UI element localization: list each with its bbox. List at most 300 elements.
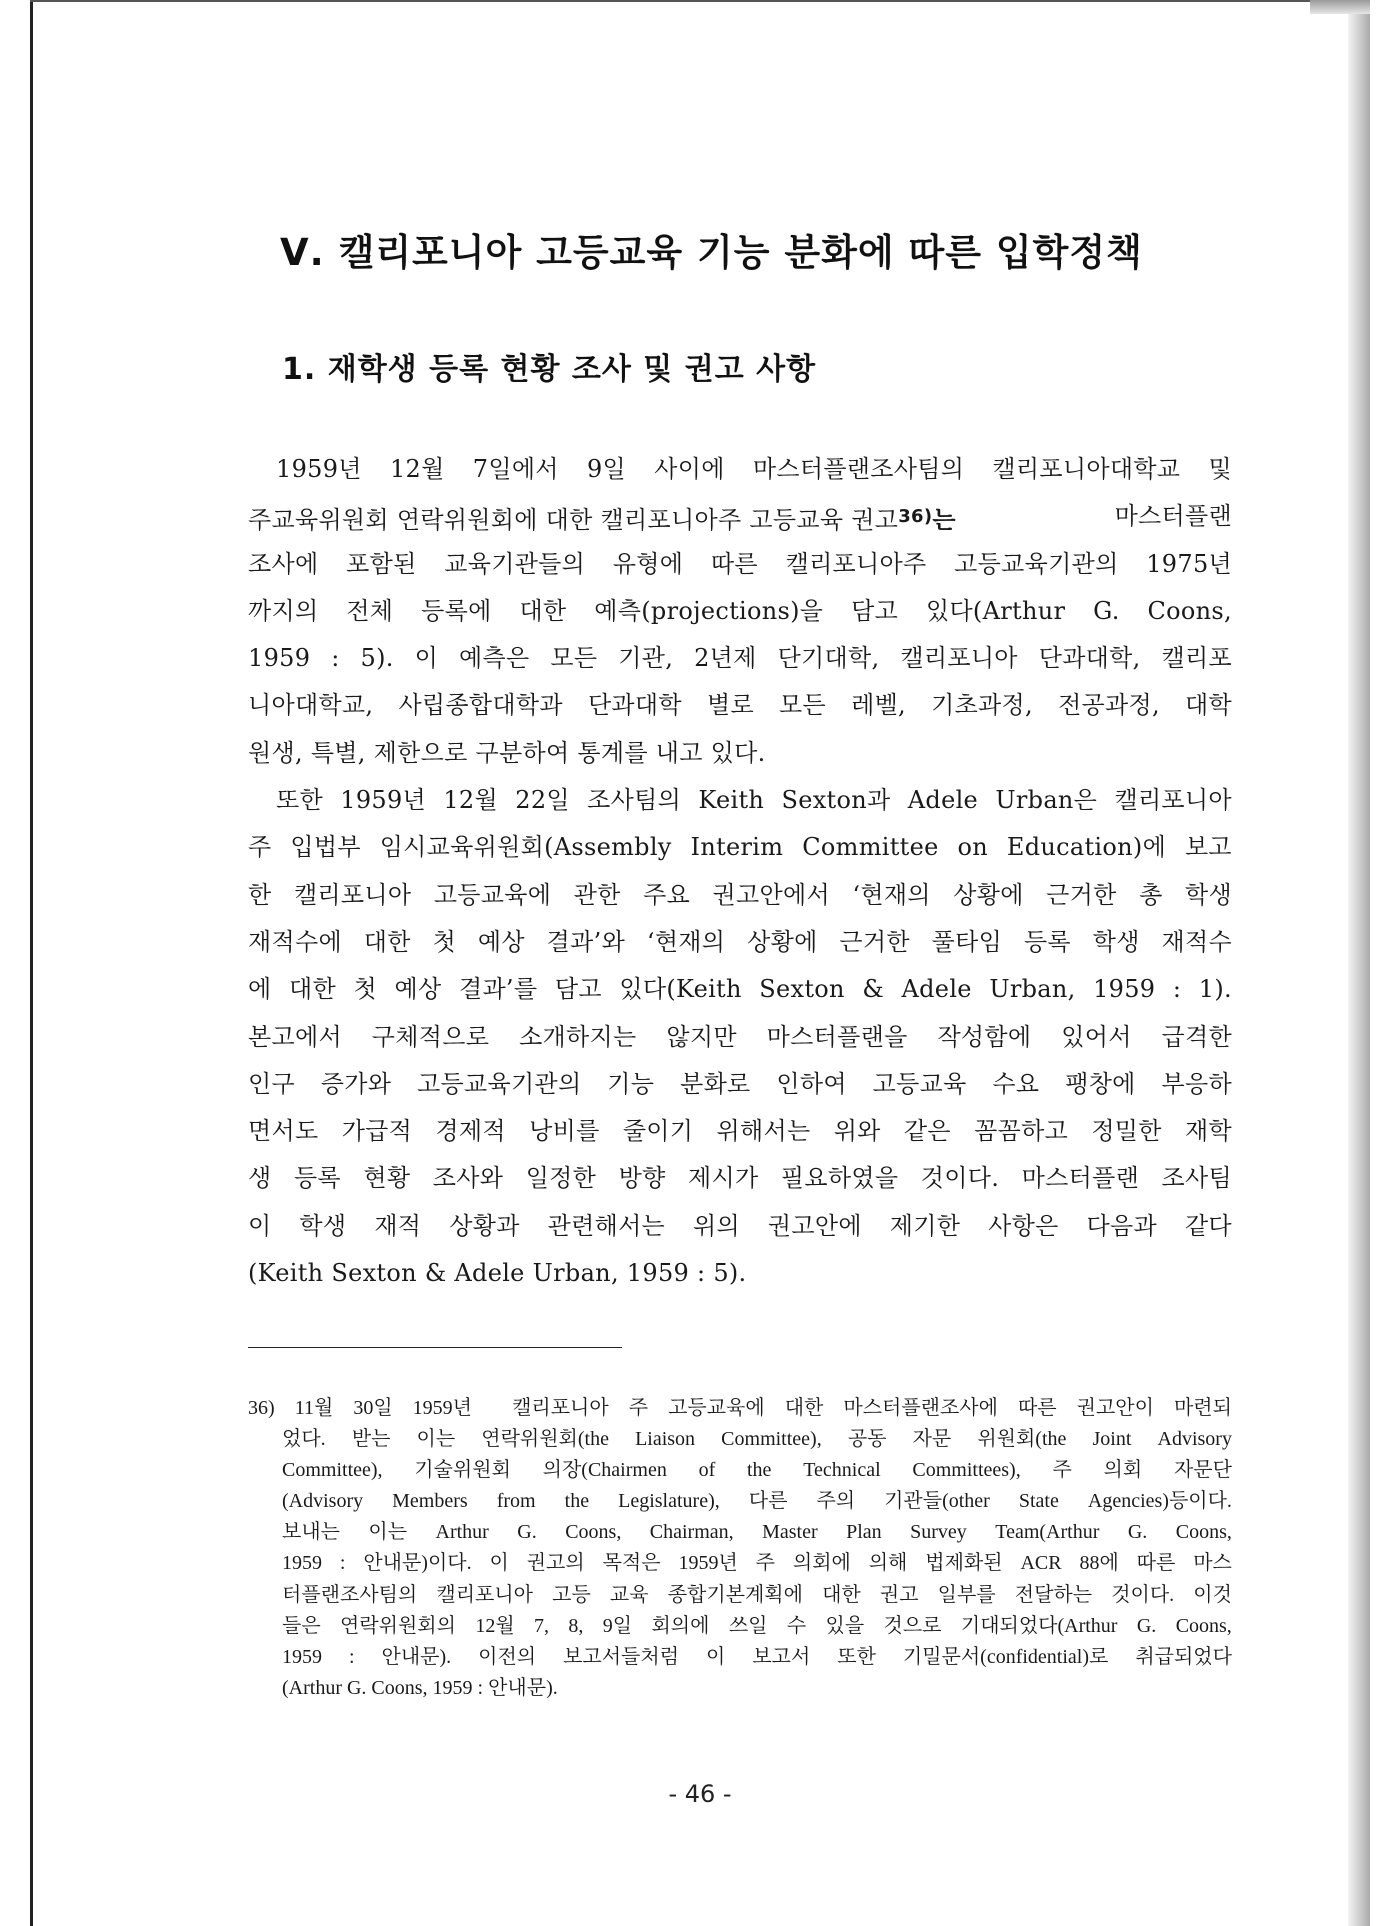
word: 재적 xyxy=(374,1211,422,1240)
footnote-line xyxy=(248,1517,1232,1548)
word: 8, xyxy=(568,1614,584,1637)
word: Liaison xyxy=(635,1428,696,1451)
word: 캘리포니아 xyxy=(900,644,1018,673)
word: 대한 xyxy=(519,596,567,625)
word: 공동 xyxy=(847,1428,887,1451)
word: 총 xyxy=(1139,880,1163,909)
word: 증가와 xyxy=(320,1069,392,1098)
word: 이 xyxy=(414,644,439,673)
word: Committees), xyxy=(912,1459,1021,1482)
word: 있을 xyxy=(825,1614,865,1637)
word: 인하여 xyxy=(776,1069,847,1098)
page-edge-left xyxy=(30,0,33,1926)
word: the xyxy=(747,1459,772,1482)
word: 22일 xyxy=(515,786,570,815)
footnote-36 xyxy=(248,1393,1232,1704)
word: 이 xyxy=(706,1645,726,1668)
word: 었다. xyxy=(282,1428,326,1451)
word: 고등교육에 xyxy=(668,1397,765,1419)
word: Committee), xyxy=(721,1428,822,1451)
word: 캘리포니아 xyxy=(512,1397,609,1419)
word: 모든 xyxy=(779,691,826,720)
word: 9일 xyxy=(602,1614,633,1637)
word: 조사팀 xyxy=(1161,1164,1232,1193)
word: 1959 xyxy=(1093,975,1156,1004)
paragraph1-line xyxy=(248,446,1232,493)
word: 학생 xyxy=(1092,927,1140,956)
word: 담고 xyxy=(554,975,602,1004)
footnote-line xyxy=(248,1455,1232,1486)
word: 마스터플랜을 xyxy=(766,1022,908,1051)
word: 소개하지는 xyxy=(519,1022,637,1051)
word: Agencies)등이다. xyxy=(1087,1490,1232,1513)
word: 현황 xyxy=(363,1164,411,1193)
word: Members xyxy=(392,1490,468,1513)
word: 입법부 xyxy=(290,833,361,862)
word: 첫 xyxy=(353,975,377,1004)
word: 분화로 xyxy=(680,1069,751,1098)
word: 30일 xyxy=(353,1397,393,1419)
word: 자문 xyxy=(912,1428,952,1451)
word: 풀타임 xyxy=(931,927,1003,956)
word: 권고의 xyxy=(526,1552,585,1575)
word: 첫 xyxy=(432,927,457,956)
word: 권고안에 xyxy=(767,1211,862,1240)
word: 레벨, xyxy=(851,691,906,720)
footnote-line xyxy=(248,1393,1232,1424)
word: G. xyxy=(1136,1614,1157,1637)
word: Urban, xyxy=(989,975,1076,1004)
paragraph2-line xyxy=(248,919,1232,966)
paragraph2-line xyxy=(248,1250,1232,1297)
word: 예측(projections)을 xyxy=(594,596,824,625)
word: Joint xyxy=(1092,1428,1132,1451)
word: 수 xyxy=(786,1614,807,1637)
word: 근거한 xyxy=(1046,880,1117,909)
word: 기초과정, xyxy=(931,691,1033,720)
word: 기대되었다(Arthur xyxy=(960,1614,1118,1637)
footnote-line xyxy=(248,1673,1232,1704)
word: 마스터플랜조사팀의 xyxy=(752,455,965,483)
word: 따른 xyxy=(710,549,758,578)
word: 일부를 xyxy=(937,1583,996,1606)
word: 고등교육 xyxy=(872,1069,967,1098)
word: 있다(Arthur xyxy=(925,596,1066,625)
word: 다른 xyxy=(748,1490,788,1513)
paragraph2-line xyxy=(248,824,1232,871)
footnote-line xyxy=(248,1486,1232,1517)
text-line: (Keith Sexton & Adele Urban, 1959 : 5). xyxy=(248,1259,747,1288)
word: 위원회(the xyxy=(977,1428,1067,1451)
word: 목적은 xyxy=(602,1552,661,1575)
word: 관련해서는 xyxy=(547,1211,666,1240)
word: 단과대학, xyxy=(1038,644,1141,673)
word: 36) xyxy=(248,1397,275,1419)
word: 예상 xyxy=(477,927,525,956)
word: ACR xyxy=(1020,1552,1062,1575)
word: : xyxy=(339,1552,346,1575)
word: 취급되었다 xyxy=(1135,1645,1232,1668)
word: 1959 xyxy=(282,1645,322,1668)
word: 전체 xyxy=(346,596,394,625)
text-line: 원생, 특별, 제한으로 구분하여 통계를 내고 있다. xyxy=(248,738,766,767)
word: 제기한 xyxy=(889,1211,961,1240)
word: 의회에 xyxy=(792,1552,851,1575)
word: 대한 xyxy=(784,1397,824,1419)
word: 조사와 xyxy=(432,1164,504,1193)
word: 사립종합대학과 xyxy=(398,691,563,720)
word: 조사에 xyxy=(248,549,319,578)
word: Interim xyxy=(690,833,784,862)
word: 이는 xyxy=(416,1428,456,1451)
word: 따른 xyxy=(1136,1552,1176,1575)
footnote-line xyxy=(248,1548,1232,1579)
word: 예상 xyxy=(394,975,442,1004)
word: 전공과정, xyxy=(1058,691,1160,720)
word: 까지의 xyxy=(248,596,319,625)
word: 1959년 xyxy=(340,786,427,815)
word: 면서도 xyxy=(248,1117,319,1146)
word: 주 xyxy=(248,833,272,862)
word: 연락위원회의 xyxy=(340,1614,456,1637)
paragraph2-line xyxy=(248,1108,1232,1155)
word: 재학 xyxy=(1185,1117,1232,1146)
word: 재적수 xyxy=(1161,927,1232,956)
word: 12월 xyxy=(443,786,498,815)
word: 캘리포 xyxy=(1161,644,1232,673)
word: 고등교육기관의 xyxy=(417,1069,582,1098)
word: 2년제 xyxy=(694,644,757,673)
word: 5). xyxy=(360,644,394,673)
word: 별로 xyxy=(706,691,754,720)
word: 위의 xyxy=(692,1211,740,1240)
word: 보내는 xyxy=(282,1521,340,1544)
word: Committee xyxy=(802,833,939,862)
word: & xyxy=(862,975,884,1004)
word: 보고서들처럼 xyxy=(563,1645,680,1668)
word: 의장(Chairmen xyxy=(542,1459,667,1482)
word: Technical xyxy=(803,1459,881,1482)
word: 터플랜조사팀의 xyxy=(282,1583,418,1606)
word: 다음과 xyxy=(1086,1211,1157,1240)
word: State xyxy=(1018,1490,1059,1513)
word: 11월 xyxy=(294,1397,334,1419)
word: 또한 xyxy=(276,786,323,815)
word: 이전의 xyxy=(478,1645,537,1668)
word: 이 xyxy=(248,1211,272,1240)
word: 고등교육에 xyxy=(433,880,552,909)
footnote-line xyxy=(248,1642,1232,1673)
word: ‘현재의 xyxy=(646,927,726,956)
word: 12월 xyxy=(389,455,445,483)
word: 연락위원회(the xyxy=(481,1428,609,1451)
text-line: (Arthur G. Coons, 1959 : 안내문). xyxy=(282,1676,558,1699)
word: Team(Arthur xyxy=(995,1521,1100,1544)
paragraph2-line xyxy=(248,1155,1232,1202)
word: 구체적으로 xyxy=(371,1022,490,1051)
word: 위해서는 xyxy=(716,1117,811,1146)
word: 제시가 xyxy=(688,1164,759,1193)
body-text xyxy=(248,446,1232,1297)
word: 본고에서 xyxy=(248,1022,342,1051)
word: 결과’를 xyxy=(458,975,538,1004)
word: 1959년 xyxy=(678,1552,738,1575)
word: 한 xyxy=(248,880,272,909)
word: 의해 xyxy=(868,1552,908,1575)
word: 위와 xyxy=(833,1117,881,1146)
word: Keith xyxy=(698,786,765,815)
word: 이것 xyxy=(1193,1583,1232,1606)
word: 기관, xyxy=(618,644,674,673)
word: 캘리포니아 xyxy=(1114,786,1232,815)
word: 임시교육위원회(Assembly xyxy=(379,833,672,862)
word: 7일에서 xyxy=(472,455,559,483)
paragraph1-line xyxy=(248,493,1232,540)
word: G. xyxy=(1093,596,1120,625)
word: 1). xyxy=(1198,975,1232,1004)
word: : xyxy=(331,644,340,673)
word: 대한 xyxy=(822,1583,861,1606)
word: 1959년 xyxy=(412,1397,472,1419)
word: 캘리포니아주 xyxy=(785,549,927,578)
word: 포함된 xyxy=(346,549,417,578)
word: 권고안에서 xyxy=(712,880,830,909)
word: 담고 xyxy=(851,596,899,625)
paragraph2-line xyxy=(248,966,1232,1013)
word: 상황과 xyxy=(449,1211,520,1240)
word: 예측은 xyxy=(459,644,530,673)
word: 단기대학, xyxy=(777,644,880,673)
word: 작성함에 xyxy=(937,1022,1032,1051)
word: Sexton과 xyxy=(781,786,891,815)
word: G. xyxy=(517,1521,537,1544)
word: 수요 xyxy=(992,1069,1040,1098)
word: 캘리포니아 xyxy=(436,1583,533,1606)
word: Survey xyxy=(910,1521,967,1544)
paragraph2-line xyxy=(248,1014,1232,1061)
footnote-line xyxy=(248,1424,1232,1455)
word: 있어서 xyxy=(1061,1022,1132,1051)
word: 모든 xyxy=(550,644,598,673)
word: 받는 xyxy=(351,1428,391,1451)
word: 1959 xyxy=(282,1552,322,1575)
word: 조사팀의 xyxy=(587,786,682,815)
word: 교육기관들의 xyxy=(444,549,586,578)
word: 등록에 xyxy=(421,596,492,625)
word: 등록 xyxy=(293,1164,341,1193)
word: 것이다. xyxy=(920,1164,1000,1193)
word: G. xyxy=(1127,1521,1148,1544)
word: 의회 xyxy=(1103,1459,1143,1482)
word: 고등교육기관의 xyxy=(954,549,1119,578)
text-line-segment: 마스터플랜 xyxy=(1114,502,1232,531)
chapter-title: Ⅴ. 캘리포니아 고등교육 기능 분화에 따른 입학정책 xyxy=(280,231,1143,274)
word: 같은 xyxy=(903,1117,951,1146)
word: 꼼꼼하고 xyxy=(974,1117,1069,1146)
word: 관한 xyxy=(573,880,621,909)
word: Adele xyxy=(901,975,972,1004)
word: 전달하는 xyxy=(1014,1583,1093,1606)
page-shadow-right xyxy=(1348,0,1370,1926)
word: 사이에 xyxy=(654,455,725,483)
word: Legislature), xyxy=(618,1490,720,1513)
word: 것으로 xyxy=(883,1614,942,1637)
word: 주 xyxy=(628,1397,649,1419)
word: 팽창에 xyxy=(1065,1069,1136,1098)
word: 7, xyxy=(534,1614,550,1637)
footnote-separator xyxy=(248,1347,622,1348)
word: 회의에 xyxy=(651,1614,710,1637)
word: Coons, xyxy=(565,1521,622,1544)
word: 경제적 xyxy=(435,1117,506,1146)
page-number: - 46 - xyxy=(668,1780,732,1808)
paragraph1-line xyxy=(248,730,1232,777)
word: 권고안이 xyxy=(1076,1397,1154,1419)
word: 대한 xyxy=(363,927,411,956)
word: 사항은 xyxy=(988,1211,1059,1240)
word: 88에 xyxy=(1079,1552,1119,1575)
word: 9일 xyxy=(586,455,627,483)
word: 않지만 xyxy=(666,1022,737,1051)
word: 대한 xyxy=(289,975,336,1004)
footnote-line xyxy=(248,1611,1232,1642)
word: 상황에 xyxy=(747,927,818,956)
word: 대학 xyxy=(1185,691,1232,720)
text-line: 주교육위원회 연락위원회에 대한 캘리포니아주 고등교육 권고 xyxy=(248,506,899,535)
paragraph1-line xyxy=(248,588,1232,635)
word: 들은 xyxy=(282,1614,321,1637)
paragraph2-line xyxy=(248,1203,1232,1250)
paragraph1-line xyxy=(248,635,1232,682)
word: 캘리포니아 xyxy=(293,880,412,909)
word: 마스터플랜조사에 xyxy=(843,1397,998,1419)
paragraph2-line xyxy=(248,1061,1232,1108)
paragraph2-line xyxy=(248,872,1232,919)
word: Education)에 xyxy=(1006,833,1167,862)
word: on xyxy=(957,833,989,862)
paragraph1-line xyxy=(248,682,1232,729)
word: 상황에 xyxy=(953,880,1024,909)
word: Coons, xyxy=(1147,596,1232,625)
word: 12월 xyxy=(475,1614,515,1637)
word: 기관들(other xyxy=(884,1490,990,1513)
word: 주의 xyxy=(816,1490,856,1513)
word: 기술위원회 xyxy=(414,1459,511,1482)
footnote-marker: 36) xyxy=(898,506,933,528)
word: Plan xyxy=(846,1521,882,1544)
word: Adele xyxy=(907,786,979,815)
word: 마스 xyxy=(1193,1552,1232,1575)
word: 1975년 xyxy=(1146,549,1232,578)
word: 재적수에 xyxy=(248,927,342,956)
paragraph2-line xyxy=(248,777,1232,824)
word: of xyxy=(698,1459,716,1482)
word: 학생 xyxy=(1185,880,1232,909)
word: 줄이기 xyxy=(622,1117,694,1146)
word: 에 xyxy=(248,975,272,1004)
word: 결과’와 xyxy=(546,927,626,956)
word: 1959년 xyxy=(276,455,362,483)
word: 인구 xyxy=(248,1069,295,1098)
word: 고등 xyxy=(552,1583,591,1606)
word: Master xyxy=(762,1521,818,1544)
word: 유형에 xyxy=(612,549,684,578)
word: 법제화된 xyxy=(925,1552,1003,1575)
word: 주요 xyxy=(643,880,691,909)
word: 기능 xyxy=(607,1069,655,1098)
word: Arthur xyxy=(435,1521,489,1544)
word: 안내문)이다. xyxy=(363,1552,472,1575)
word: 보고서 xyxy=(752,1645,811,1668)
word: ‘현재의 xyxy=(852,880,931,909)
paragraph1-line xyxy=(248,541,1232,588)
word: 따른 xyxy=(1017,1397,1057,1419)
word: 등록 xyxy=(1023,927,1071,956)
word: 1959 xyxy=(248,644,311,673)
word: (Advisory xyxy=(282,1490,364,1513)
word: 이 xyxy=(489,1552,509,1575)
word: 마스터플랜 xyxy=(1021,1164,1140,1193)
word: 같다 xyxy=(1184,1211,1232,1240)
word: 니아대학교, xyxy=(248,691,374,720)
word: : xyxy=(348,1645,355,1668)
word: 보고 xyxy=(1184,833,1232,862)
text-line-segment xyxy=(248,493,956,540)
word: 권고 xyxy=(879,1583,919,1606)
word: Urban은 xyxy=(995,786,1098,815)
footnote-line xyxy=(248,1580,1232,1611)
word: 필요하였을 xyxy=(780,1164,899,1193)
document-page xyxy=(30,0,1370,1926)
word: 마련되 xyxy=(1173,1397,1232,1419)
word: 주 xyxy=(1052,1459,1072,1482)
word: 급격한 xyxy=(1161,1022,1232,1051)
page-shadow-corner xyxy=(1310,0,1370,14)
word: 일정한 xyxy=(525,1164,597,1193)
word: Committee), xyxy=(282,1459,383,1482)
word: 단과대학 xyxy=(587,691,682,720)
word: Coons, xyxy=(1175,1614,1232,1637)
word: Sexton xyxy=(759,975,845,1004)
word: 또한 xyxy=(837,1645,876,1668)
word: 기밀문서(confidential)로 xyxy=(902,1645,1109,1668)
word: 종합기본계획에 xyxy=(667,1583,803,1606)
word: 생 xyxy=(248,1164,272,1193)
word: 안내문). xyxy=(381,1645,452,1668)
word: 정밀한 xyxy=(1091,1117,1162,1146)
word: from xyxy=(496,1490,536,1513)
section-title: 1. 재학생 등록 현황 조사 및 권고 사항 xyxy=(282,352,817,387)
word: 캘리포니아대학교 xyxy=(992,455,1181,483)
word: Advisory xyxy=(1157,1428,1232,1451)
word: 및 xyxy=(1208,455,1232,483)
word: 이는 xyxy=(368,1521,408,1544)
word: 부응하 xyxy=(1161,1069,1232,1098)
word: 것이다. xyxy=(1111,1583,1175,1606)
word: 근거한 xyxy=(839,927,910,956)
word: 낭비를 xyxy=(529,1117,600,1146)
word: Coons, xyxy=(1175,1521,1232,1544)
word: 가급적 xyxy=(341,1117,413,1146)
word: 교육 xyxy=(609,1583,649,1606)
word: 학생 xyxy=(299,1211,347,1240)
page-edge-top xyxy=(30,0,1370,2)
bold-particle: 는 xyxy=(932,506,956,535)
word: 자문단 xyxy=(1173,1459,1232,1482)
word: 있다(Keith xyxy=(619,975,742,1004)
word: 방향 xyxy=(618,1164,666,1193)
word: the xyxy=(564,1490,590,1513)
